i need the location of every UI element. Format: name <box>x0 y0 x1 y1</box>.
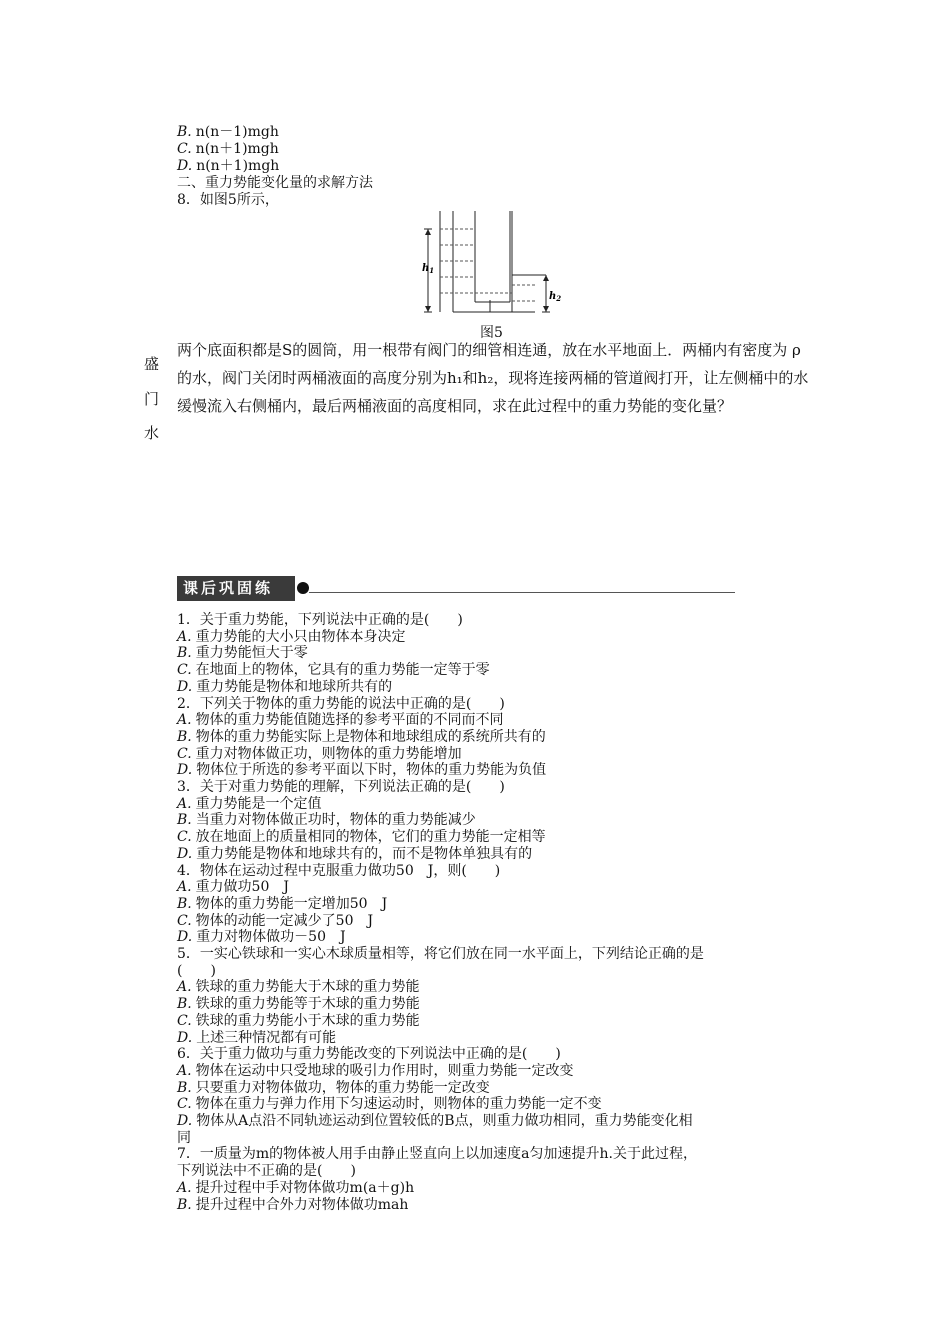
option-text: 只要重力对物体做功，物体的重力势能一定改变 <box>195 1079 490 1096</box>
option-letter: B. <box>177 1079 192 1096</box>
option-letter: B. <box>177 645 192 662</box>
option-text: 重力势能的大小只由物体本身决定 <box>195 628 406 645</box>
label-h1: $h_1$ <box>422 263 435 275</box>
option-text: 物体的重力势能值随选择的参考平面的不同而不同 <box>195 712 504 729</box>
option-text: 重力对物体做功－50 J <box>196 929 346 946</box>
option-line <box>177 1030 336 1046</box>
question-stem: 5．一实心铁球和一实心木球质量相等，将它们放在同一水平面上，下列结论正确的是 <box>177 946 704 962</box>
option-line <box>177 712 504 728</box>
option-text: 重力做功50 J <box>195 879 289 896</box>
option-text: 物体的动能一定减少了50 J <box>195 912 374 929</box>
option-text: 重力势能恒大于零 <box>195 645 308 662</box>
label-h2: $h_2$ <box>549 291 562 303</box>
option-text: 提升过程中手对物体做功m(a＋g)h <box>195 1179 415 1196</box>
option-letter: A. <box>177 628 192 645</box>
option-text: 在地面上的物体，它具有的重力势能一定等于零 <box>195 662 490 679</box>
option-line <box>177 124 279 140</box>
question-stem: 2．下列关于物体的重力势能的说法中正确的是( ) <box>177 695 505 712</box>
option-line <box>177 829 546 845</box>
option-letter: C. <box>177 912 192 929</box>
option-line <box>177 929 346 945</box>
option-line <box>177 141 279 157</box>
option-line <box>177 729 546 745</box>
option-letter: A. <box>177 1179 192 1196</box>
option-line <box>177 645 308 661</box>
option-line <box>177 1096 602 1112</box>
option-letter: D. <box>177 845 193 862</box>
option-line <box>177 896 387 912</box>
figure-5-diagram <box>410 205 570 320</box>
option-line <box>177 746 462 762</box>
option-line <box>177 1080 490 1096</box>
option-text: 铁球的重力势能大于木球的重力势能 <box>195 979 420 996</box>
option-text: 物体的重力势能一定增加50 J <box>195 895 388 912</box>
side-char: 水 <box>144 424 160 442</box>
question-8-body: 两个底面积都是S的圆筒，用一根带有阀门的细管相连通，放在水平地面上．两桶内有密度为 ρ 的水，阀门关闭时两桶液面的高度分别为h₁和h₂，现将连接两桶的管道阀打开，让左侧桶中的水缓慢流入右侧桶内，最后两桶液面的高度相同，求在此过程中的重力势能的变化量？ <box>177 341 809 415</box>
option-letter: A. <box>177 879 192 896</box>
option-line <box>177 1113 693 1129</box>
option-letter: B. <box>177 812 192 829</box>
option-line <box>177 1197 408 1213</box>
question-stem: 6．关于重力做功与重力势能改变的下列说法中正确的是( ) <box>177 1046 561 1063</box>
option-text: n(n＋1)mgh <box>195 141 279 157</box>
option-letter: A. <box>177 1062 192 1079</box>
option-text: 物体在运动中只受地球的吸引力作用时，则重力势能一定改变 <box>195 1062 574 1079</box>
question-8-intro: 8．如图5所示， <box>177 192 279 208</box>
option-letter: B. <box>177 728 192 745</box>
option-text: 提升过程中合外力对物体做功mah <box>195 1196 409 1213</box>
option-letter: A. <box>177 795 192 812</box>
option-line <box>177 1063 574 1079</box>
option-letter: D. <box>177 678 193 695</box>
option-text: n(n－1)mgh <box>195 124 279 140</box>
option-line <box>177 996 420 1012</box>
option-text: 重力势能是物体和地球共有的，而不是物体单独具有的 <box>196 845 533 862</box>
option-line <box>177 158 279 174</box>
option-text: 重力势能是一个定值 <box>195 795 322 812</box>
option-line <box>177 812 476 828</box>
question-stem: ( ) <box>177 962 216 979</box>
option-letter: D. <box>177 1113 193 1129</box>
option-line <box>177 1180 414 1196</box>
option-line <box>177 762 546 778</box>
side-char: 盛 <box>144 355 160 373</box>
option-letter: A. <box>177 712 192 729</box>
option-text: 物体从A点沿不同轨迹运动到位置较低的B点，则重力做功相同，重力势能变化相 <box>196 1113 693 1129</box>
option-line <box>177 979 420 995</box>
option-line <box>177 913 373 929</box>
option-letter: B. <box>177 996 192 1013</box>
option-continuation: 同 <box>177 1129 191 1146</box>
option-text: 物体的重力势能实际上是物体和地球组成的系统所共有的 <box>195 728 546 745</box>
question-stem: 1．关于重力势能，下列说法中正确的是( ) <box>177 612 463 628</box>
question-stem: 7．一质量为m的物体被人用手由静止竖直向上以加速度a匀加速提升h.关于此过程， <box>177 1146 697 1163</box>
question-stem: 下列说法中不正确的是( ) <box>177 1163 356 1180</box>
option-text: 铁球的重力势能等于木球的重力势能 <box>195 996 420 1013</box>
option-line <box>177 846 532 862</box>
option-letter: C. <box>177 745 192 762</box>
option-letter: B. <box>177 895 192 912</box>
option-text: 重力对物体做正功，则物体的重力势能增加 <box>195 745 462 762</box>
figure-caption: 图5 <box>480 325 503 341</box>
option-line <box>177 662 490 678</box>
banner-rule <box>309 592 735 593</box>
option-text: 重力势能是物体和地球所共有的 <box>196 678 393 695</box>
option-letter: D. <box>177 1029 193 1046</box>
option-letter: B. <box>177 124 192 140</box>
option-text: 物体在重力与弹力作用下匀速运动时，则物体的重力势能一定不变 <box>195 1096 602 1113</box>
question-stem: 3．关于对重力势能的理解，下列说法正确的是( ) <box>177 779 505 795</box>
option-text: 铁球的重力势能小于木球的重力势能 <box>195 1012 420 1029</box>
option-letter: C. <box>177 1012 192 1029</box>
banner-title: 课后巩固练 <box>177 576 295 601</box>
option-text: 上述三种情况都有可能 <box>196 1029 337 1046</box>
option-text: n(n＋1)mgh <box>196 158 280 174</box>
option-letter: D. <box>177 762 193 779</box>
option-letter: B. <box>177 1196 192 1213</box>
option-line <box>177 679 392 695</box>
option-letter: C. <box>177 829 192 846</box>
option-letter: C. <box>177 662 192 679</box>
option-text: 当重力对物体做正功时，物体的重力势能减少 <box>195 812 476 829</box>
option-line <box>177 879 289 895</box>
option-line <box>177 629 406 645</box>
side-char: 门 <box>144 390 160 408</box>
option-letter: C. <box>177 1096 192 1113</box>
option-line <box>177 796 322 812</box>
question-stem: 4．物体在运动过程中克服重力做功50 J，则( ) <box>177 862 501 879</box>
option-text: 放在地面上的质量相同的物体，它们的重力势能一定相等 <box>195 829 546 846</box>
banner-dot-icon <box>297 582 309 594</box>
option-line <box>177 1013 420 1029</box>
option-letter: D. <box>177 929 193 946</box>
option-letter: C. <box>177 141 192 157</box>
option-letter: A. <box>177 979 192 996</box>
option-letter: D. <box>177 158 193 174</box>
section-heading: 二、重力势能变化量的求解方法 <box>177 175 373 191</box>
option-text: 物体位于所选的参考平面以下时，物体的重力势能为负值 <box>196 762 547 779</box>
